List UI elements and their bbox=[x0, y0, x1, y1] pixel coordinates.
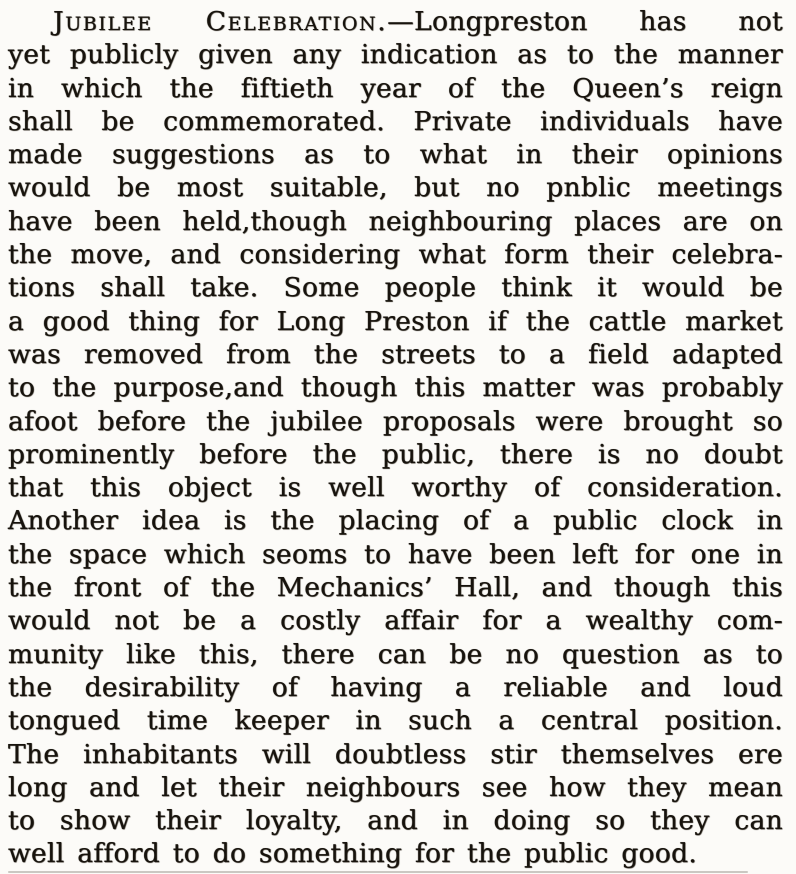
article-line: have been held,though neighbouring places are on bbox=[8, 205, 783, 237]
article-line: The inhabitants will doubtless stir themselves ere bbox=[8, 738, 783, 770]
article-line: to show their loyalty, and in doing so they can bbox=[8, 805, 783, 837]
article-line: the front of the Mechanics’ Hall, and though this bbox=[8, 572, 783, 604]
article-line: munity like this, there can be no question as to bbox=[8, 638, 783, 670]
article-line: would be most suitable, but no pnblic meetings bbox=[8, 172, 783, 204]
article-line: the space which seoms to have been left for one in bbox=[8, 538, 783, 570]
article-line: yet publicly given any indication as to the manner bbox=[8, 39, 783, 71]
article-line: tongued time keeper in such a central position. bbox=[8, 705, 783, 737]
article-line: would not be a costly affair for a wealthy com- bbox=[8, 605, 783, 637]
article-line: prominently before the public, there is no doubt bbox=[8, 438, 783, 470]
article-line: Another idea is the placing of a public clock in bbox=[8, 505, 783, 537]
article-line: shall be commemorated. Private individuals have bbox=[8, 105, 783, 137]
article-line: the move, and considering what form their celebra- bbox=[8, 239, 783, 271]
article-heading-continuation: —Longpreston has not bbox=[387, 6, 783, 37]
article-line: was removed from the streets to a field adapted bbox=[8, 338, 783, 370]
page-edge-rule bbox=[8, 871, 748, 873]
article-line: made suggestions as to what in their opinions bbox=[8, 139, 783, 171]
article-line: in which the fiftieth year of the Queen’s reign bbox=[8, 72, 783, 104]
article-line: afoot before the jubilee proposals were brought so bbox=[8, 405, 783, 437]
article-line: that this object is well worthy of consideration. bbox=[8, 472, 783, 504]
article-line: a good thing for Long Preston if the cattle market bbox=[8, 305, 783, 337]
article-line: well afford to do something for the public good. bbox=[8, 838, 698, 870]
article-line: the desirability of having a reliable and loud bbox=[8, 671, 783, 703]
article-line: tions shall take. Some people think it would be bbox=[8, 272, 783, 304]
article-line: long and let their neighbours see how they mean bbox=[8, 771, 783, 803]
article-heading: Jubilee Celebration. bbox=[53, 6, 388, 37]
article-line: to the purpose,and though this matter was probably bbox=[8, 372, 783, 404]
article-line bbox=[8, 5, 783, 38]
